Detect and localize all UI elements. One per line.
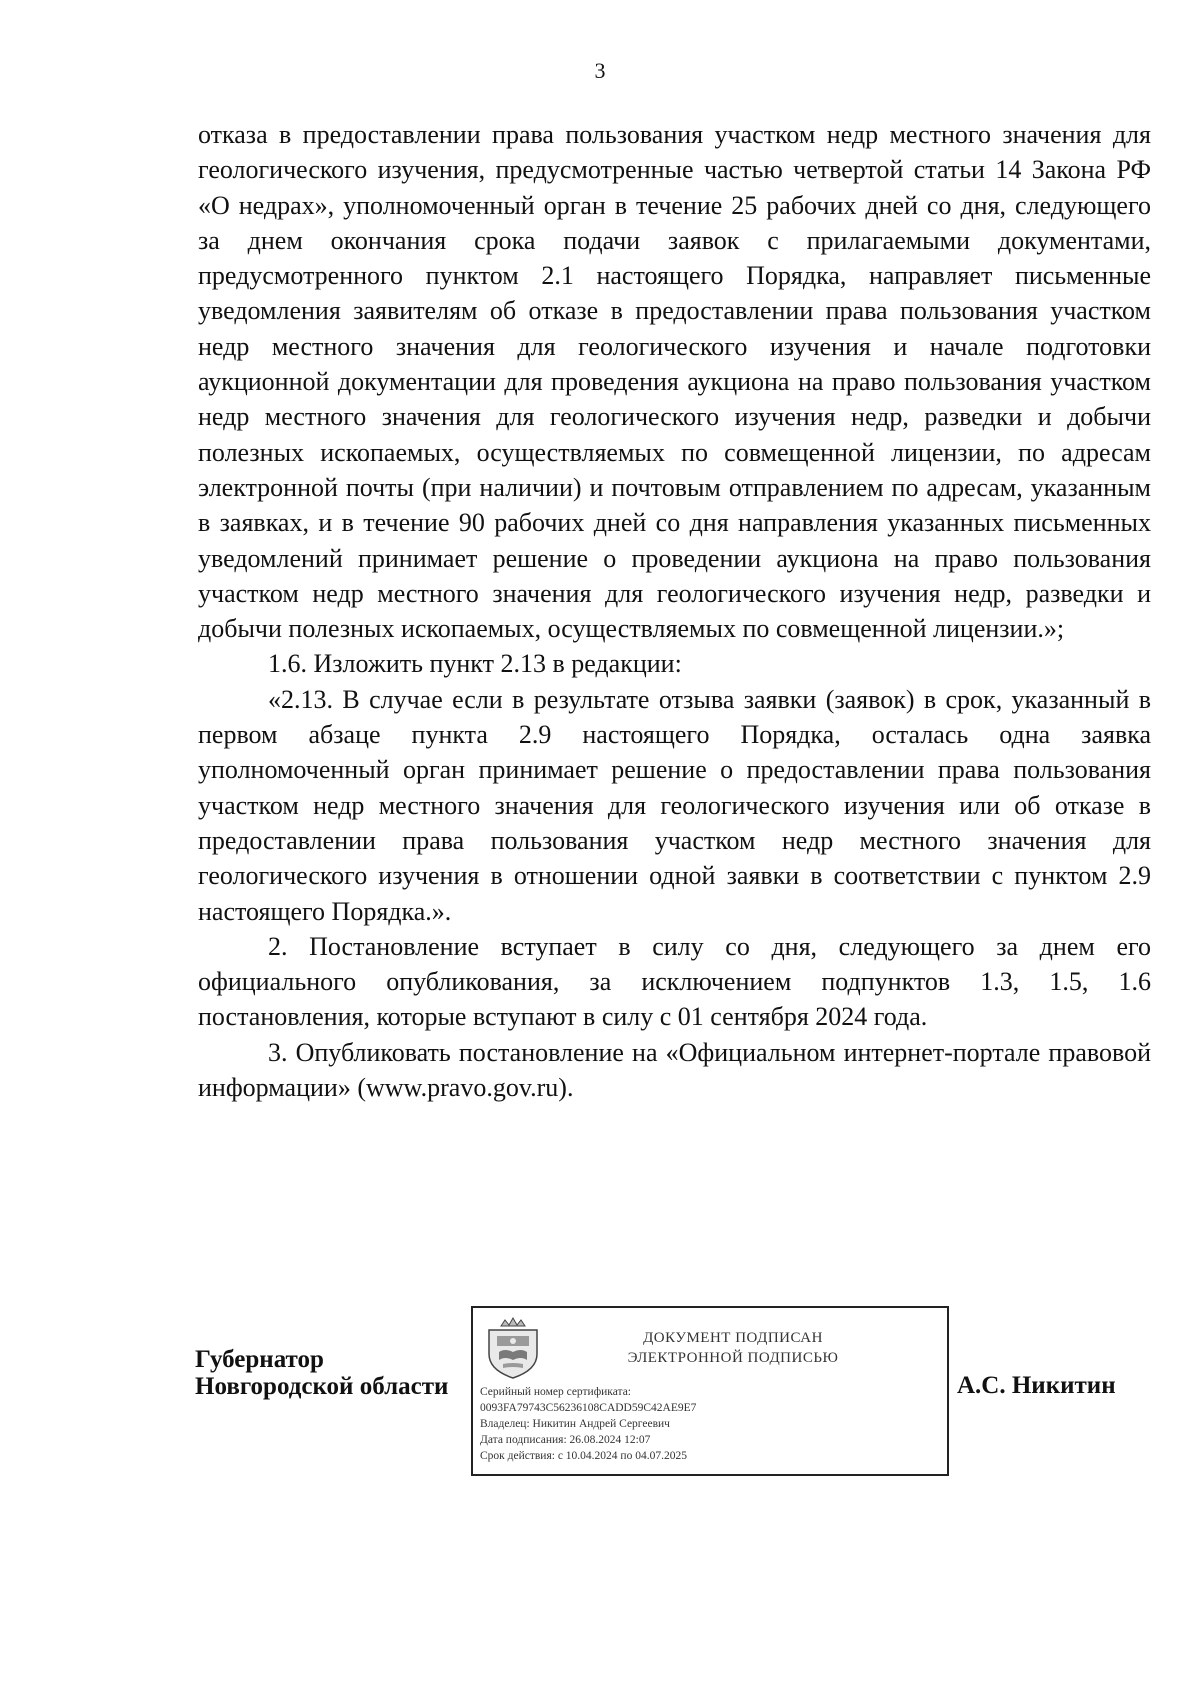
stamp-serial-number: 0093FA79743C56236108CADD59C42AE9E7 — [480, 1402, 697, 1414]
electronic-signature-stamp — [471, 1306, 949, 1476]
stamp-signed-date: Дата подписания: 26.08.2024 12:07 — [480, 1434, 651, 1446]
stamp-title-line1: ДОКУМЕНТ ПОДПИСАН — [643, 1330, 823, 1346]
stamp-owner: Владелец: Никитин Андрей Сергеевич — [480, 1418, 670, 1430]
stamp-title — [553, 1328, 913, 1368]
novgorod-coat-of-arms-icon — [483, 1316, 543, 1380]
paragraph-quote-2-13: «2.13. В случае если в результате отзыва заявки (заявок) в срок, указанный в первом абзаце пункта 2.9 настоящего Порядка, осталась одна заявка уполномоченный орган принимает решение о предоставлении права пользования участком недр местного значения для геологического изучения или об отказе в предоставлении права пользования участком недр местного значения для геологического изучения в отношении одной заявки в соответствии с пунктом 2.9 настоящего Порядка.». — [198, 684, 1151, 926]
signatory-name: А.С. Никитин — [957, 1372, 1116, 1399]
signatory-position — [195, 1346, 448, 1400]
paragraph-item-2: 2. Постановление вступает в силу со дня, следующего за днем его официального опубликования, за исключением подпунктов 1.3, 1.5, 1.6 постановления, которые вступают в силу с 01 сентября 2024 года. — [198, 931, 1151, 1032]
document-body — [198, 117, 1151, 1105]
stamp-title-line2: ЭЛЕКТРОННОЙ ПОДПИСЬЮ — [627, 1350, 839, 1366]
signatory-position-line2: Новгородской области — [195, 1373, 449, 1400]
stamp-validity: Срок действия: с 10.04.2024 по 04.07.2025 — [480, 1450, 687, 1462]
page-number: 3 — [594, 58, 606, 83]
paragraph-continuation: отказа в предоставлении права пользования участком недр местного значения для геологического изучения, предусмотренные частью четвертой статьи 14 Закона РФ «О недрах», уполномоченный орган в течение 25 рабочих дней со дня, следующего за днем окончания срока подачи заявок с прилагаемыми документами, предусмотренного пунктом 2.1 настоящего Порядка, направляет письменные уведомления заявителям об отказе в предоставлении права пользования участком недр местного значения для геологического изучения и начале подготовки аукционной документации для проведения аукциона на право пользования участком недр местного значения для геологического изучения недр, разведки и добычи полезных ископаемых, осуществляемых по совмещенной лицензии, по адресам электронной почты (при наличии) и почтовым отправлением по адресам, указанным в заявках, и в течение 90 рабочих дней со дня направления указанных письменных уведомлений принимает решение о проведении аукциона на право пользования участком недр местного значения для геологического изучения недр, разведки и добычи полезных ископаемых, осуществляемых по совмещенной лицензии.»; — [198, 120, 1151, 644]
signatory-position-line1: Губернатор — [195, 1346, 324, 1373]
paragraph-item-3: 3. Опубликовать постановление на «Официальном интернет-портале правовой информации» (www.pravo.gov.ru). — [198, 1037, 1151, 1103]
stamp-serial-label: Серийный номер сертификата: — [480, 1386, 631, 1398]
paragraph-item-1-6: 1.6. Изложить пункт 2.13 в редакции: — [268, 649, 682, 679]
stamp-details — [480, 1384, 940, 1464]
